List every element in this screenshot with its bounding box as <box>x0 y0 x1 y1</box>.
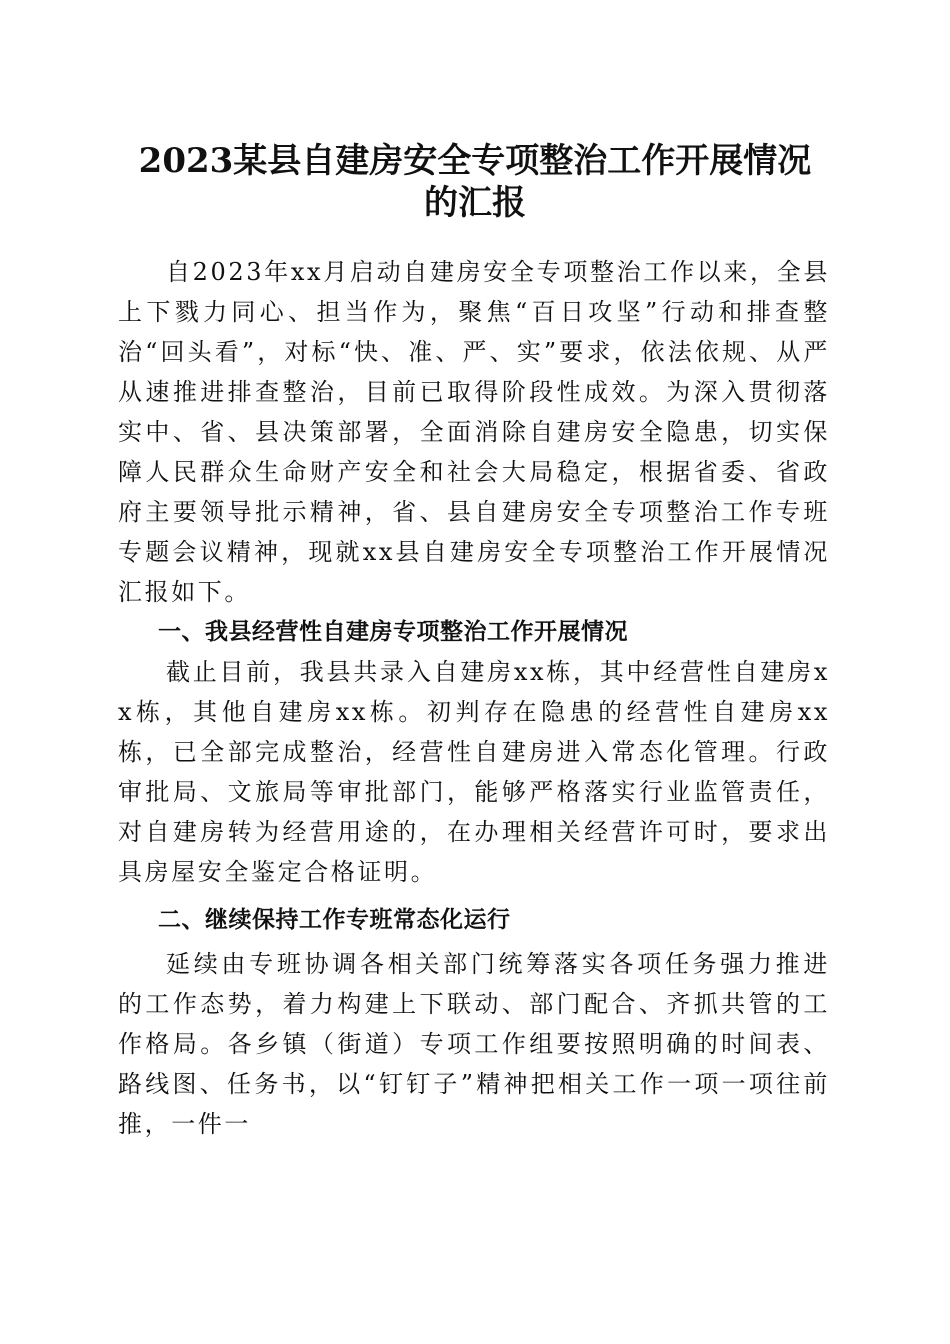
title-line-2: 的汇报 <box>424 183 526 223</box>
document-body <box>118 252 830 1144</box>
section-heading-1: 一、我县经营性自建房专项整治工作开展情况 <box>158 619 628 645</box>
section-paragraph-1: 截止目前，我县共录入自建房xx栋，其中经营性自建房xx栋，其他自建房xx栋。初判存在隐患的经营性自建房xx栋，已全部完成整治，经营性自建房进入常态化管理。行政审批局、文旅局等审批部门，能够严格落实行业监管责任，对自建房转为经营用途的，在办理相关经营许可时，要求出具房屋安全鉴定合格证明。 <box>118 658 830 886</box>
title-line-1: 2023某县自建房安全专项整治工作开展情况 <box>138 141 812 181</box>
intro-paragraph: 自2023年xx月启动自建房安全专项整治工作以来，全县上下戮力同心、担当作为，聚焦“百日攻坚”行动和排查整治“回头看”，对标“快、准、严、实”要求，依法依规、从严从速推进排查整治，目前已取得阶段性成效。为深入贯彻落实中、省、县决策部署，全面消除自建房安全隐患，切实保障人民群众生命财产安全和社会大局稳定，根据省委、省政府主要领导批示精神，省、县自建房安全专项整治工作专班专题会议精神，现就xx县自建房安全专项整治工作开展情况汇报如下。 <box>118 258 830 606</box>
document-title <box>110 140 840 224</box>
section-heading-2: 二、继续保持工作专班常态化运行 <box>158 907 511 933</box>
section-paragraph-2: 延续由专班协调各相关部门统筹落实各项任务强力推进的工作态势，着力构建上下联动、部门配合、齐抓共管的工作格局。各乡镇（街道）专项工作组要按照明确的时间表、路线图、任务书，以“钉钉子”精神把相关工作一项一项往前推，一件一 <box>118 950 830 1138</box>
